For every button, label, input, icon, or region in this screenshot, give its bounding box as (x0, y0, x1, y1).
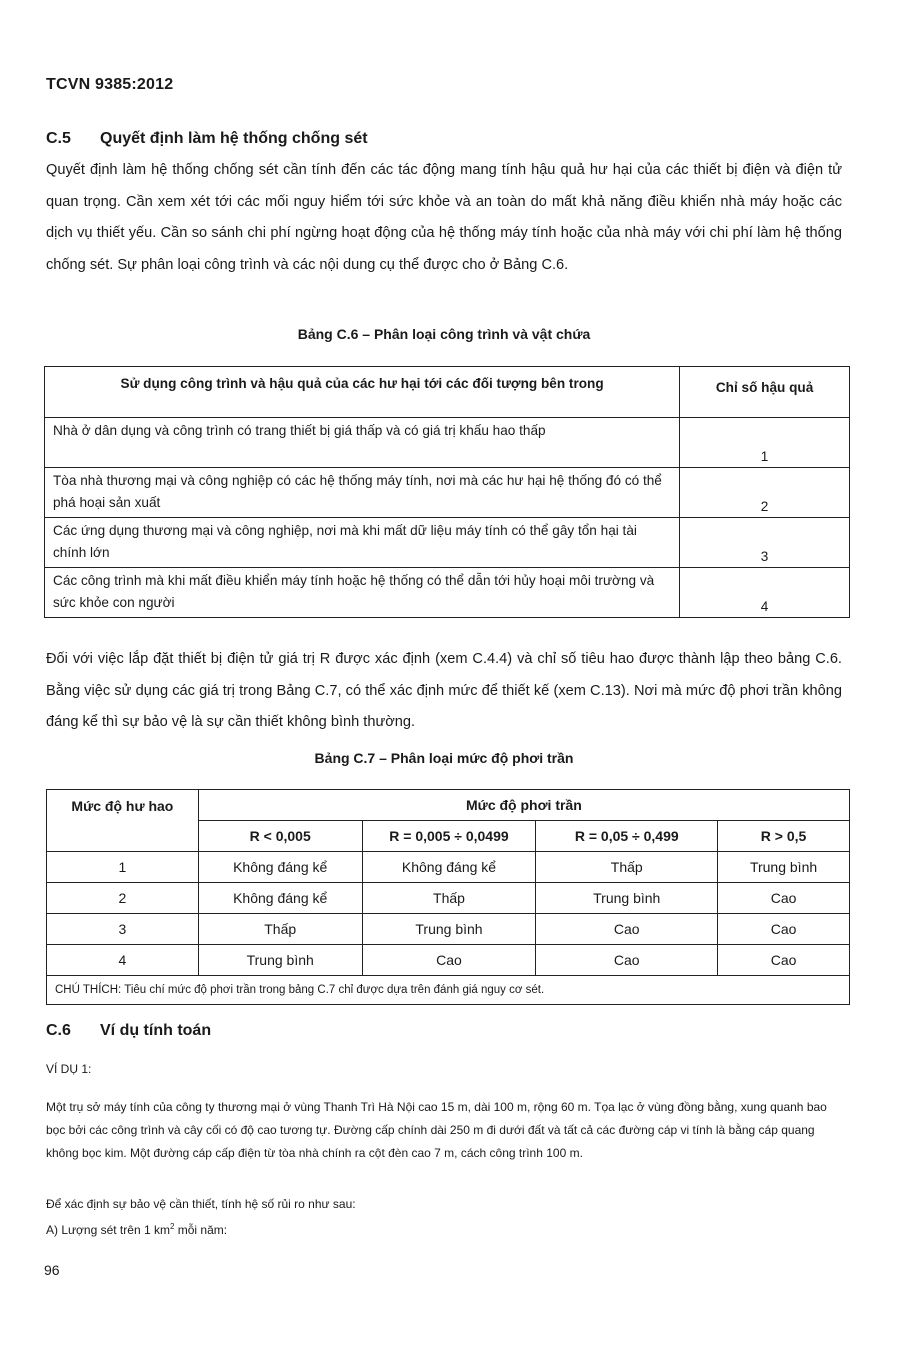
table-c7-subheader: R = 0,005 ÷ 0,0499 (362, 821, 536, 852)
table-c7-cell: Trung bình (198, 945, 362, 976)
table-c7-subheader: R = 0,05 ÷ 0,499 (536, 821, 718, 852)
section-c6-heading (46, 1022, 211, 1040)
table-c7-cell-level: 3 (47, 914, 199, 945)
table-c7-cell: Thấp (198, 914, 362, 945)
table-c6-cell-desc: Tòa nhà thương mại và công nghiệp có các hệ thống máy tính, nơi mà các hư hại hệ thống đó có thể phá hoại sản xuất (45, 468, 680, 518)
example-label: VÍ DỤ 1: (46, 1062, 92, 1076)
section-c6-number: C.6 (46, 1022, 71, 1039)
table-c7-cell: Cao (536, 945, 718, 976)
table-c6-caption: Bảng C.6 – Phân loại công trình và vật chứa (297, 326, 591, 342)
table-c7-cell: Trung bình (718, 852, 850, 883)
section-c5-paragraph: Quyết định làm hệ thống chống sét cần tính đến các tác động mang tính hậu quả hư hại của các thiết bị điện và điện tử quan trọng. Cần xem xét tới các mối nguy hiểm tới sức khỏe và an toàn do mất khả năng điều khiển nhà máy hoặc các dịch vụ thiết yếu. Cần so sánh chi phí ngừng hoạt động của hệ thống máy tính hoặc của nhà máy với chi phí làm hệ thống chống sét. Sự phân loại công trình và các nội dung cụ thể được cho ở Bảng C.6. (46, 162, 842, 273)
table-c7-cell: Không đáng kể (198, 852, 362, 883)
table-c7-cell-level: 4 (47, 945, 199, 976)
example-text: Một trụ sở máy tính của công ty thương mại ở vùng Thanh Trì Hà Nội cao 15 m, dài 100 m, rộng 60 m. Tọa lạc ở vùng đồng bằng, xung quanh bao bọc bởi các công trình và cây cối có độ cao tương tự. Đường cấp chính dài 250 m đi dưới đất và tất cả các đường cáp vi tính là bằng cáp quang không bọc kim. Một đường cáp cấp điện từ tòa nhà chính ra cột đèn cao 7 m, cách công trình 100 m. (46, 1100, 827, 1160)
table-c7-subheader: R > 0,5 (718, 821, 850, 852)
table-c6-cell-desc: Các ứng dụng thương mại và công nghiệp, nơi mà khi mất dữ liệu máy tính có thể gây tổn hại tài chính lớn (45, 518, 680, 568)
section-c5-title: Quyết định làm hệ thống chống sét (100, 130, 368, 147)
table-c7-caption: Bảng C.7 – Phân loại mức độ phơi trần (314, 750, 574, 766)
example-line-3-text: A) Lượng sét trên 1 km (46, 1223, 170, 1237)
table-c7-cell: Thấp (362, 883, 536, 914)
table-c7-note-text: Tiêu chí mức độ phơi trần trong bảng C.7 chỉ được dựa trên đánh giá nguy cơ sét. (124, 984, 545, 996)
table-c6-cell-desc: Các công trình mà khi mất điều khiển máy tính hoặc hệ thống có thể dẫn tới hủy hoại môi trường và sức khỏe con người (45, 568, 680, 618)
table-c6-cell-index: 4 (680, 568, 850, 618)
table-row (47, 883, 850, 914)
table-row (45, 568, 850, 618)
table-c7-cell: Trung bình (362, 914, 536, 945)
table-c7-cell: Cao (362, 945, 536, 976)
table-c7-cell: Không đáng kể (362, 852, 536, 883)
table-c6-cell-index: 1 (680, 418, 850, 468)
page-number: 96 (44, 1262, 60, 1278)
table-c7-subheader: R < 0,005 (198, 821, 362, 852)
table-c7-note (47, 976, 850, 1005)
table-c6-cell-desc: Nhà ở dân dụng và công trình có trang thiết bị giá thấp và có giá trị khấu hao thấp (45, 418, 680, 468)
table-c7-cell: Không đáng kể (198, 883, 362, 914)
table-c7-cell: Cao (718, 945, 850, 976)
table-row (47, 852, 850, 883)
example-line-3-superscript: 2 (169, 1222, 175, 1231)
table-c6-cell-index: 2 (680, 468, 850, 518)
section-c6-title: Ví dụ tính toán (100, 1022, 212, 1039)
table-c7-header-damage: Mức độ hư hao (47, 790, 199, 852)
table-c7-cell: Trung bình (536, 883, 718, 914)
document-id: TCVN 9385:2012 (46, 76, 174, 93)
example-line-2: Để xác định sự bảo vệ cần thiết, tính hệ số rủi ro như sau: (46, 1197, 356, 1211)
table-c7-cell: Cao (718, 883, 850, 914)
table-row (45, 418, 850, 468)
section-c5-number: C.5 (46, 130, 71, 147)
paragraph-after-table-c6: Đối với việc lắp đặt thiết bị điện tử giá trị R được xác định (xem C.4.4) và chỉ số tiêu hao được thành lập theo bảng C.6. Bằng việc sử dụng các giá trị trong Bảng C.7, có thể xác định mức để thiết kế (xem C.13). Nơi mà mức độ phơi trần không đáng kể thì sự bảo vệ là sự cần thiết không bình thường. (46, 651, 842, 730)
table-c6-header-index: Chỉ số hậu quả (680, 367, 850, 418)
table-c7-header-row (47, 790, 850, 821)
table-c6-cell-index: 3 (680, 518, 850, 568)
table-c7-cell-level: 2 (47, 883, 199, 914)
table-c7-header-exposure: Mức độ phơi trần (198, 790, 849, 821)
table-row (47, 914, 850, 945)
table-row (45, 518, 850, 568)
table-c7-note-row (47, 976, 850, 1005)
table-c7-cell: Cao (718, 914, 850, 945)
table-c7 (46, 789, 850, 1005)
table-row (45, 468, 850, 518)
table-c7-cell: Cao (536, 914, 718, 945)
table-c7-cell: Thấp (536, 852, 718, 883)
section-c5-heading (46, 130, 368, 148)
table-row (47, 945, 850, 976)
example-line-3 (46, 1222, 227, 1237)
example-line-3-text-end: mỗi năm: (174, 1223, 228, 1237)
table-c6-header-row (45, 367, 850, 418)
table-c7-note-label: CHÚ THÍCH: (55, 984, 122, 996)
table-c6-header-usage: Sử dụng công trình và hậu quả của các hư hại tới các đối tượng bên trong (45, 367, 680, 418)
table-c7-cell-level: 1 (47, 852, 199, 883)
table-c6 (44, 366, 850, 618)
